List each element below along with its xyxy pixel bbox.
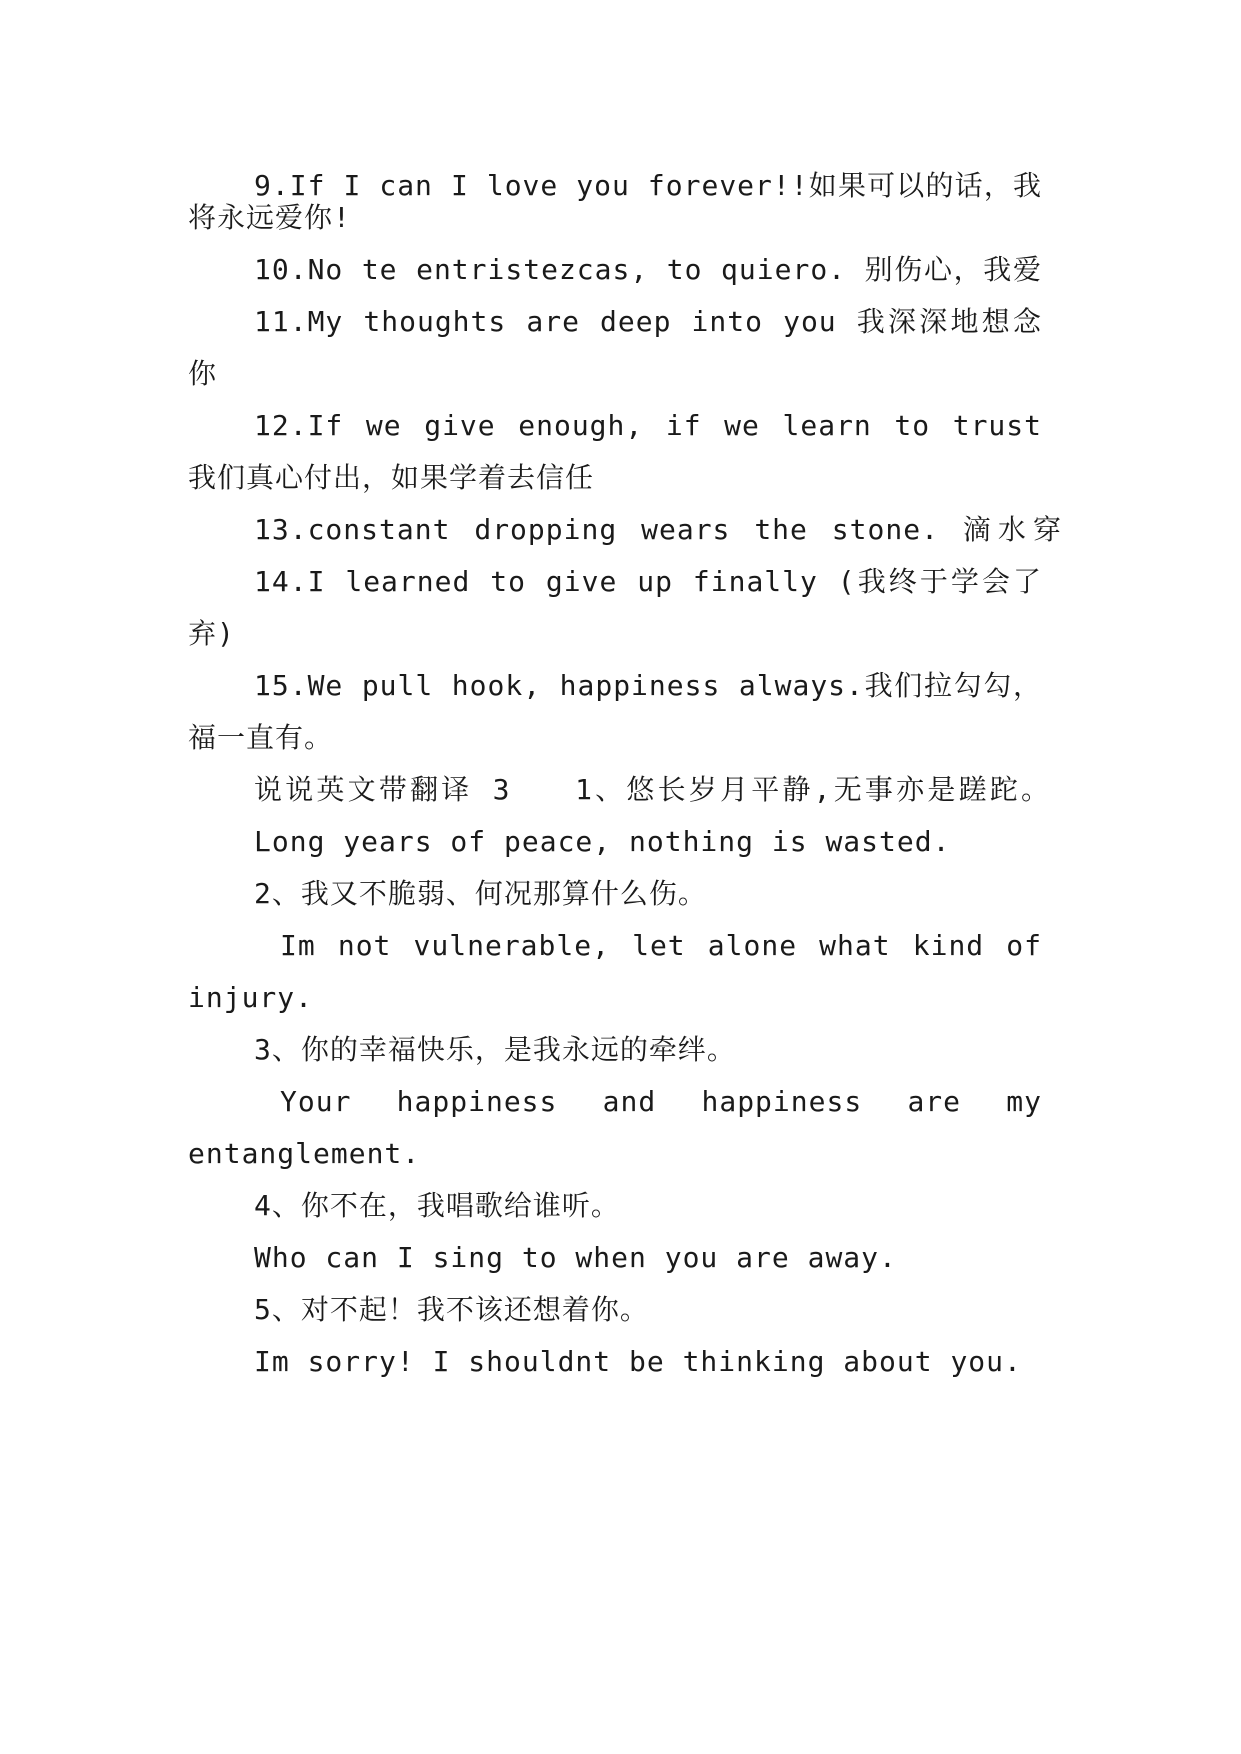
text-line: 10.No te entristezcas, to quiero. 别伤心，我爱 (254, 253, 1042, 286)
text-line: 4、你不在，我唱歌给谁听。 (254, 1189, 620, 1222)
text-line: 15.We pull hook, happiness always.我们拉勾勾， (254, 669, 1042, 702)
text-line: Im not vulnerable, let alone what kind of (280, 929, 1042, 962)
text-line: 福一直有。 (188, 721, 334, 754)
text-line: entanglement. (188, 1137, 421, 1170)
text-line: Im sorry! I shouldnt be thinking about you. (254, 1345, 1022, 1378)
text-line: 11.My thoughts are deep into you 我深深地想念 (254, 305, 1042, 338)
text-line: Who can I sing to when you are away. (254, 1241, 897, 1274)
text-line: 2、我又不脆弱、何况那算什么伤。 (254, 877, 707, 910)
text-line: 5、对不起！我不该还想着你。 (254, 1293, 649, 1326)
text-line: 3、你的幸福快乐，是我永远的牵绊。 (254, 1033, 736, 1066)
text-line: 14.I learned to give up finally (我终于学会了 (254, 565, 1042, 598)
text-line: 12.If we give enough, if we learn to trust (254, 409, 1042, 442)
text-line: 你 (188, 357, 218, 390)
text-line: 弃) (188, 617, 235, 650)
text-line: 说说英文带翻译 3 1、悠长岁月平静,无事亦是蹉跎。 (254, 773, 1050, 806)
text-line: 13.constant dropping wears the stone. 滴水穿 (254, 513, 1062, 546)
text-line: 将永远爱你! (188, 201, 351, 234)
text-line: 我们真心付出，如果学着去信任 (188, 461, 595, 494)
text-line: injury. (188, 981, 314, 1014)
text-line: Your happiness and happiness are my (280, 1085, 1042, 1118)
text-line: 9.If I can I love you forever!!如果可以的话，我 (254, 169, 1042, 202)
text-line: Long years of peace, nothing is wasted. (254, 825, 951, 858)
